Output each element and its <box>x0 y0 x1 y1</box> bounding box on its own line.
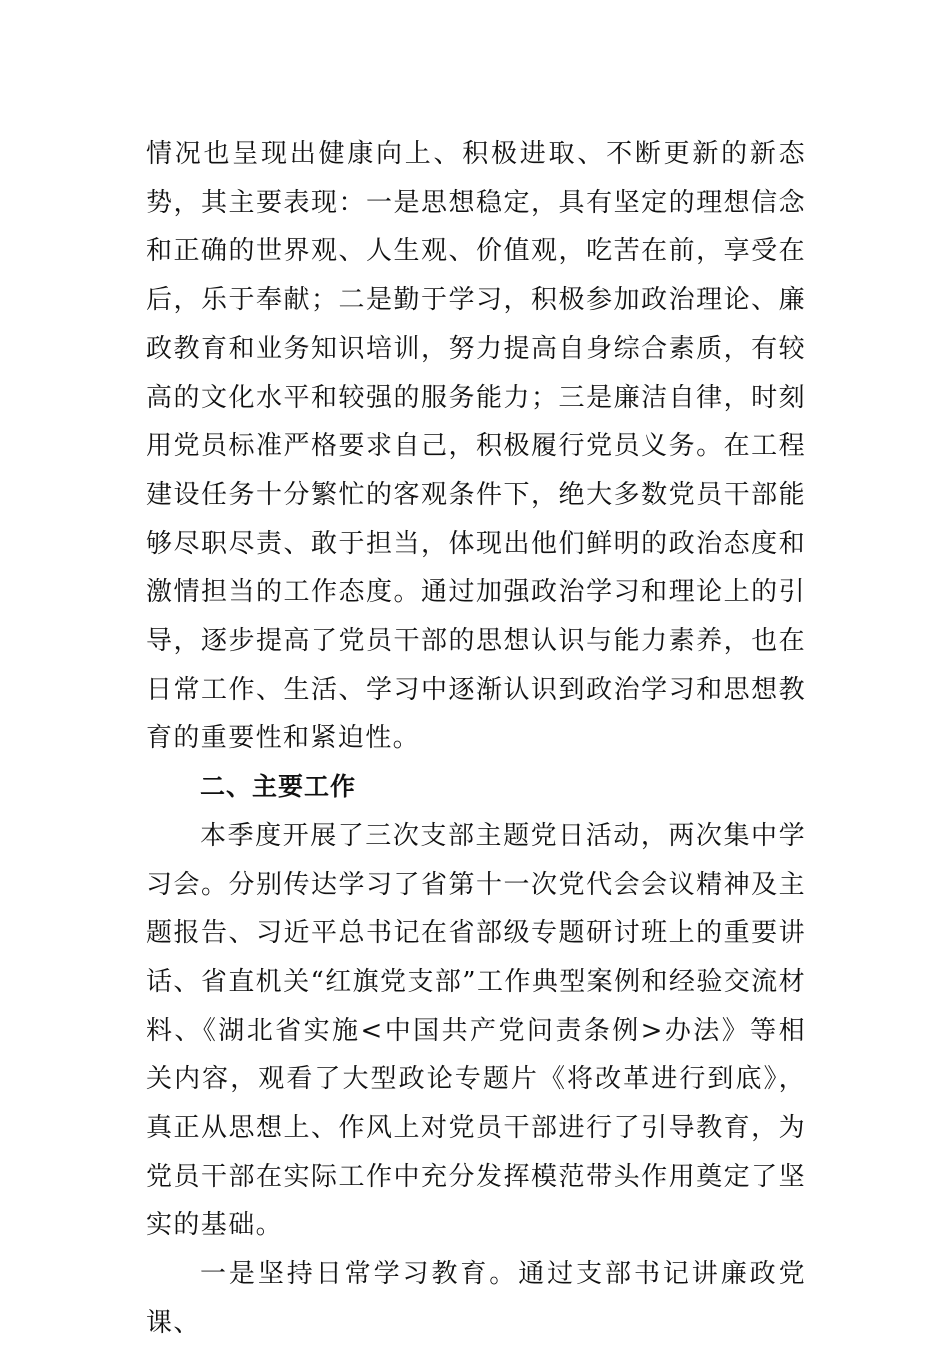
body-paragraph-daily-study: 一是坚持日常学习教育。通过支部书记讲廉政党课、 <box>146 1259 806 1338</box>
document-body <box>146 130 806 1348</box>
section-heading-main-work: 二、主要工作 <box>200 772 357 802</box>
body-paragraph-activities: 本季度开展了三次支部主题党日活动，两次集中学习会。分别传达学习了省第十一次党代会会议精神及主题报告、习近平总书记在省部级专题研讨班上的重要讲话、省直机关“红旗党支部”工作典型案例和经验交流材料、《湖北省实施<中国共产党问责条例>办法》等相关内容，观看了大型政论专题片《将改革进行到底》，真正从思想上、作风上对党员干部进行了引导教育，为党员干部在实际工作中充分发挥模范带头作用奠定了坚实的基础。 <box>146 820 806 1241</box>
body-paragraph-situation: 情况也呈现出健康向上、积极进取、不断更新的新态势，其主要表现：一是思想稳定，具有坚定的理想信念和正确的世界观、人生观、价值观，吃苦在前，享受在后，乐于奉献；二是勤于学习，积极参加政治理论、廉政教育和业务知识培训，努力提高自身综合素质，有较高的文化水平和较强的服务能力；三是廉洁自律，时刻用党员标准严格要求自己，积极履行党员义务。在工程建设任务十分繁忙的客观条件下，绝大多数党员干部能够尽职尽责、敢于担当，体现出他们鲜明的政治态度和激情担当的工作态度。通过加强政治学习和理论上的引导，逐步提高了党员干部的思想认识与能力素养，也在日常工作、生活、学习中逐渐认识到政治学习和思想教育的重要性和紧迫性。 <box>146 139 806 754</box>
